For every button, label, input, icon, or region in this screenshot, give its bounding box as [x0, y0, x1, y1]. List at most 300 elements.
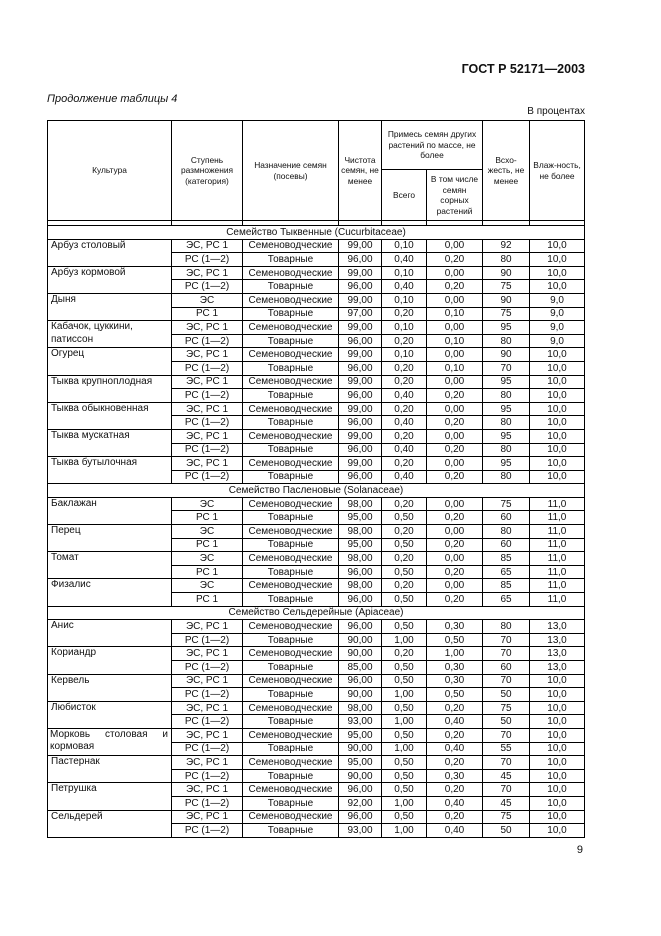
table-row	[48, 375, 585, 389]
col-header-purpose: Назначение семян (посевы)	[243, 121, 339, 221]
cell-admix-weeds: 0,20	[427, 756, 483, 770]
cell-moisture: 10,0	[530, 470, 585, 484]
cell-purpose: Товарные	[243, 280, 339, 294]
cell-stage: ЭС	[172, 497, 243, 511]
cell-admix-total: 0,50	[382, 674, 427, 688]
cell-moisture: 13,0	[530, 620, 585, 634]
cell-stage: РС 1	[172, 565, 243, 579]
cell-purity: 95,00	[339, 728, 382, 742]
cell-germination: 80	[483, 470, 530, 484]
cell-purpose: Семеноводческие	[243, 783, 339, 797]
cell-germination: 50	[483, 824, 530, 838]
cell-purpose: Товарные	[243, 796, 339, 810]
crop-name: Баклажан	[48, 497, 172, 524]
cell-stage: ЭС, РС 1	[172, 402, 243, 416]
units-label: В процентах	[527, 106, 585, 117]
cell-germination: 80	[483, 525, 530, 539]
cell-germination: 80	[483, 620, 530, 634]
cell-germination: 95	[483, 402, 530, 416]
cell-stage: ЭС, РС 1	[172, 266, 243, 280]
cell-moisture: 11,0	[530, 593, 585, 607]
cell-stage: ЭС, РС 1	[172, 348, 243, 362]
cell-purpose: Семеноводческие	[243, 701, 339, 715]
cell-germination: 80	[483, 389, 530, 403]
cell-purpose: Семеноводческие	[243, 497, 339, 511]
cell-admix-total: 0,40	[382, 389, 427, 403]
cell-admix-weeds: 0,20	[427, 701, 483, 715]
cell-germination: 95	[483, 429, 530, 443]
cell-stage: ЭС, РС 1	[172, 647, 243, 661]
cell-stage: РС (1—2)	[172, 769, 243, 783]
cell-moisture: 10,0	[530, 688, 585, 702]
table-row	[48, 552, 585, 566]
cell-admix-total: 1,00	[382, 688, 427, 702]
cell-stage: РС 1	[172, 593, 243, 607]
cell-admix-weeds: 0,10	[427, 334, 483, 348]
cell-stage: РС (1—2)	[172, 824, 243, 838]
cell-purity: 96,00	[339, 443, 382, 457]
cell-purity: 98,00	[339, 497, 382, 511]
cell-stage: ЭС, РС 1	[172, 728, 243, 742]
cell-purity: 98,00	[339, 579, 382, 593]
cell-admix-total: 1,00	[382, 824, 427, 838]
cell-admix-total: 0,50	[382, 661, 427, 675]
col-header-purity: Чистота семян, не менее	[339, 121, 382, 221]
crop-name: Тыква мускатная	[48, 429, 172, 456]
cell-purpose: Семеноводческие	[243, 674, 339, 688]
cell-admix-total: 0,40	[382, 470, 427, 484]
table-row	[48, 321, 585, 335]
cell-stage: ЭС, РС 1	[172, 429, 243, 443]
cell-admix-weeds: 0,00	[427, 239, 483, 253]
cell-moisture: 10,0	[530, 348, 585, 362]
table-row	[48, 239, 585, 253]
cell-moisture: 10,0	[530, 701, 585, 715]
cell-moisture: 9,0	[530, 321, 585, 335]
cell-germination: 75	[483, 701, 530, 715]
cell-purity: 96,00	[339, 389, 382, 403]
cell-admix-weeds: 0,20	[427, 810, 483, 824]
cell-moisture: 10,0	[530, 674, 585, 688]
cell-admix-weeds: 0,20	[427, 253, 483, 267]
cell-moisture: 11,0	[530, 552, 585, 566]
cell-purity: 98,00	[339, 701, 382, 715]
cell-purpose: Товарные	[243, 361, 339, 375]
cell-admix-total: 0,40	[382, 280, 427, 294]
cell-purity: 96,00	[339, 361, 382, 375]
cell-admix-weeds: 0,20	[427, 538, 483, 552]
cell-germination: 90	[483, 266, 530, 280]
cell-germination: 70	[483, 361, 530, 375]
cell-purity: 96,00	[339, 334, 382, 348]
cell-purity: 85,00	[339, 661, 382, 675]
cell-admix-total: 0,50	[382, 783, 427, 797]
cell-purity: 92,00	[339, 796, 382, 810]
crop-name: Кервель	[48, 674, 172, 701]
table-row	[48, 402, 585, 416]
cell-moisture: 10,0	[530, 389, 585, 403]
cell-purpose: Товарные	[243, 416, 339, 430]
cell-admix-weeds: 0,20	[427, 783, 483, 797]
cell-purity: 96,00	[339, 470, 382, 484]
family-row	[48, 606, 585, 620]
cell-admix-weeds: 0,20	[427, 416, 483, 430]
cell-purity: 96,00	[339, 416, 382, 430]
cell-purity: 90,00	[339, 647, 382, 661]
cell-purpose: Семеноводческие	[243, 620, 339, 634]
cell-stage: ЭС	[172, 552, 243, 566]
cell-germination: 95	[483, 321, 530, 335]
cell-germination: 65	[483, 593, 530, 607]
cell-purity: 98,00	[339, 552, 382, 566]
cell-purpose: Товарные	[243, 593, 339, 607]
cell-germination: 75	[483, 280, 530, 294]
cell-moisture: 13,0	[530, 633, 585, 647]
cell-stage: ЭС, РС 1	[172, 620, 243, 634]
cell-admix-weeds: 0,20	[427, 443, 483, 457]
cell-purpose: Товарные	[243, 443, 339, 457]
cell-moisture: 10,0	[530, 810, 585, 824]
col-header-moisture: Влаж-ность, не более	[530, 121, 585, 221]
cell-admix-total: 0,10	[382, 239, 427, 253]
cell-admix-total: 0,10	[382, 293, 427, 307]
cell-admix-weeds: 0,40	[427, 715, 483, 729]
col-header-germination: Всхо-жесть, не менее	[483, 121, 530, 221]
cell-purity: 99,00	[339, 457, 382, 471]
cell-admix-weeds: 0,00	[427, 429, 483, 443]
cell-germination: 90	[483, 348, 530, 362]
cell-admix-total: 0,20	[382, 457, 427, 471]
crop-name: Кориандр	[48, 647, 172, 674]
cell-germination: 80	[483, 443, 530, 457]
crop-name: Дыня	[48, 293, 172, 320]
cell-purity: 97,00	[339, 307, 382, 321]
cell-purpose: Товарные	[243, 633, 339, 647]
cell-admix-weeds: 0,20	[427, 593, 483, 607]
cell-admix-total: 0,10	[382, 266, 427, 280]
cell-purity: 99,00	[339, 429, 382, 443]
cell-moisture: 13,0	[530, 647, 585, 661]
cell-purity: 99,00	[339, 375, 382, 389]
cell-admix-total: 0,40	[382, 443, 427, 457]
cell-stage: РС (1—2)	[172, 688, 243, 702]
cell-stage: РС (1—2)	[172, 470, 243, 484]
crop-name: Тыква обыкновенная	[48, 402, 172, 429]
cell-purpose: Семеноводческие	[243, 810, 339, 824]
cell-germination: 60	[483, 538, 530, 552]
cell-moisture: 10,0	[530, 239, 585, 253]
cell-purpose: Семеноводческие	[243, 647, 339, 661]
cell-admix-weeds: 0,00	[427, 457, 483, 471]
table-row	[48, 429, 585, 443]
cell-stage: ЭС	[172, 525, 243, 539]
cell-moisture: 11,0	[530, 525, 585, 539]
cell-admix-weeds: 0,00	[427, 579, 483, 593]
cell-admix-weeds: 0,00	[427, 402, 483, 416]
cell-admix-total: 0,50	[382, 756, 427, 770]
cell-admix-total: 1,00	[382, 633, 427, 647]
cell-admix-total: 0,20	[382, 334, 427, 348]
cell-admix-weeds: 0,20	[427, 565, 483, 579]
family-title: Семейство Сельдерейные (Apiaceae)	[48, 606, 585, 620]
cell-germination: 90	[483, 293, 530, 307]
cell-admix-total: 0,20	[382, 497, 427, 511]
cell-admix-total: 0,20	[382, 429, 427, 443]
cell-germination: 60	[483, 511, 530, 525]
cell-purity: 98,00	[339, 525, 382, 539]
table-row	[48, 620, 585, 634]
cell-germination: 92	[483, 239, 530, 253]
cell-purity: 96,00	[339, 280, 382, 294]
cell-admix-weeds: 0,50	[427, 688, 483, 702]
cell-admix-total: 0,50	[382, 511, 427, 525]
cell-admix-total: 0,50	[382, 728, 427, 742]
cell-purity: 99,00	[339, 239, 382, 253]
cell-purpose: Семеноводческие	[243, 321, 339, 335]
cell-admix-total: 0,50	[382, 538, 427, 552]
cell-germination: 50	[483, 715, 530, 729]
cell-purpose: Товарные	[243, 307, 339, 321]
cell-germination: 70	[483, 756, 530, 770]
cell-stage: ЭС, РС 1	[172, 674, 243, 688]
family-title: Семейство Пасленовые (Solanaceae)	[48, 484, 585, 498]
cell-germination: 85	[483, 579, 530, 593]
cell-purpose: Семеноводческие	[243, 429, 339, 443]
col-header-stage: Ступень размножения (категория)	[172, 121, 243, 221]
document-number: ГОСТ Р 52171—2003	[461, 62, 585, 76]
cell-admix-weeds: 0,30	[427, 620, 483, 634]
crop-name: Пастернак	[48, 756, 172, 783]
cell-admix-weeds: 0,00	[427, 552, 483, 566]
cell-purpose: Семеноводческие	[243, 402, 339, 416]
cell-admix-weeds: 0,30	[427, 769, 483, 783]
cell-germination: 70	[483, 647, 530, 661]
crop-name: Любисток	[48, 701, 172, 728]
table-body	[48, 226, 585, 838]
seed-quality-table	[47, 120, 585, 838]
cell-moisture: 10,0	[530, 416, 585, 430]
cell-moisture: 9,0	[530, 334, 585, 348]
table-row	[48, 293, 585, 307]
table-row	[48, 457, 585, 471]
cell-moisture: 11,0	[530, 565, 585, 579]
cell-moisture: 11,0	[530, 511, 585, 525]
cell-admix-weeds: 0,00	[427, 497, 483, 511]
cell-purpose: Семеноводческие	[243, 579, 339, 593]
cell-germination: 75	[483, 810, 530, 824]
cell-stage: РС (1—2)	[172, 416, 243, 430]
cell-stage: ЭС, РС 1	[172, 783, 243, 797]
cell-germination: 70	[483, 633, 530, 647]
cell-stage: РС (1—2)	[172, 334, 243, 348]
crop-name: Анис	[48, 620, 172, 647]
cell-purpose: Товарные	[243, 661, 339, 675]
cell-stage: РС 1	[172, 307, 243, 321]
cell-moisture: 10,0	[530, 457, 585, 471]
cell-stage: РС (1—2)	[172, 633, 243, 647]
cell-purpose: Товарные	[243, 334, 339, 348]
page-number: 9	[576, 844, 583, 856]
cell-stage: РС (1—2)	[172, 796, 243, 810]
table-row	[48, 525, 585, 539]
cell-purity: 96,00	[339, 253, 382, 267]
col-header-admixture: Примесь семян других растений по массе, не более	[382, 121, 483, 170]
cell-purpose: Семеноводческие	[243, 525, 339, 539]
cell-stage: РС (1—2)	[172, 742, 243, 756]
cell-moisture: 10,0	[530, 361, 585, 375]
cell-germination: 45	[483, 796, 530, 810]
cell-purpose: Товарные	[243, 538, 339, 552]
cell-admix-weeds: 1,00	[427, 647, 483, 661]
cell-moisture: 10,0	[530, 375, 585, 389]
cell-admix-weeds: 0,50	[427, 633, 483, 647]
cell-purpose: Семеноводческие	[243, 756, 339, 770]
cell-stage: РС 1	[172, 511, 243, 525]
cell-purpose: Товарные	[243, 470, 339, 484]
cell-admix-total: 0,50	[382, 593, 427, 607]
cell-stage: ЭС, РС 1	[172, 457, 243, 471]
cell-purity: 90,00	[339, 633, 382, 647]
col-header-admixture-weeds: В том числе семян сорных растений	[427, 170, 483, 221]
cell-moisture: 9,0	[530, 293, 585, 307]
cell-germination: 80	[483, 416, 530, 430]
cell-germination: 75	[483, 307, 530, 321]
cell-purity: 99,00	[339, 293, 382, 307]
cell-purpose: Семеноводческие	[243, 457, 339, 471]
cell-purpose: Товарные	[243, 565, 339, 579]
cell-germination: 50	[483, 688, 530, 702]
cell-admix-weeds: 0,20	[427, 728, 483, 742]
cell-purity: 95,00	[339, 511, 382, 525]
cell-admix-weeds: 0,30	[427, 661, 483, 675]
family-title: Семейство Тыквенные (Cucurbitaceae)	[48, 226, 585, 240]
cell-admix-total: 0,40	[382, 416, 427, 430]
cell-admix-weeds: 0,00	[427, 348, 483, 362]
cell-purity: 95,00	[339, 538, 382, 552]
cell-moisture: 10,0	[530, 443, 585, 457]
crop-name: Кабачок, цуккини, патиссон	[48, 321, 172, 348]
crop-name: Физалис	[48, 579, 172, 606]
cell-admix-total: 0,20	[382, 525, 427, 539]
cell-stage: ЭС, РС 1	[172, 375, 243, 389]
crop-name: Огурец	[48, 348, 172, 375]
cell-purpose: Товарные	[243, 742, 339, 756]
table-row	[48, 783, 585, 797]
cell-moisture: 9,0	[530, 307, 585, 321]
cell-admix-weeds: 0,00	[427, 321, 483, 335]
cell-germination: 70	[483, 674, 530, 688]
col-header-crop: Культура	[48, 121, 172, 221]
cell-admix-total: 0,50	[382, 620, 427, 634]
cell-admix-total: 1,00	[382, 715, 427, 729]
cell-stage: ЭС, РС 1	[172, 239, 243, 253]
cell-moisture: 10,0	[530, 429, 585, 443]
cell-admix-total: 0,10	[382, 348, 427, 362]
crop-name: Петрушка	[48, 783, 172, 810]
crop-name: Сельдерей	[48, 810, 172, 837]
crop-name: Томат	[48, 552, 172, 579]
cell-admix-weeds: 0,40	[427, 796, 483, 810]
cell-purity: 90,00	[339, 769, 382, 783]
cell-admix-weeds: 0,00	[427, 266, 483, 280]
cell-moisture: 13,0	[530, 661, 585, 675]
cell-germination: 45	[483, 769, 530, 783]
cell-purpose: Семеноводческие	[243, 239, 339, 253]
crop-name: Арбуз столовый	[48, 239, 172, 266]
cell-purity: 93,00	[339, 824, 382, 838]
cell-moisture: 10,0	[530, 742, 585, 756]
cell-moisture: 11,0	[530, 579, 585, 593]
cell-admix-total: 0,50	[382, 701, 427, 715]
family-row	[48, 484, 585, 498]
cell-admix-weeds: 0,20	[427, 280, 483, 294]
cell-purpose: Товарные	[243, 253, 339, 267]
cell-germination: 70	[483, 728, 530, 742]
cell-purpose: Товарные	[243, 389, 339, 403]
cell-stage: ЭС, РС 1	[172, 701, 243, 715]
table-row	[48, 647, 585, 661]
crop-name: Тыква бутылочная	[48, 457, 172, 484]
cell-admix-weeds: 0,20	[427, 511, 483, 525]
cell-stage: ЭС, РС 1	[172, 810, 243, 824]
cell-purpose: Товарные	[243, 688, 339, 702]
cell-moisture: 10,0	[530, 280, 585, 294]
cell-purity: 96,00	[339, 593, 382, 607]
cell-purity: 90,00	[339, 688, 382, 702]
cell-germination: 60	[483, 661, 530, 675]
cell-admix-weeds: 0,10	[427, 307, 483, 321]
cell-moisture: 10,0	[530, 824, 585, 838]
cell-stage: ЭС, РС 1	[172, 321, 243, 335]
cell-admix-total: 0,20	[382, 579, 427, 593]
cell-admix-weeds: 0,00	[427, 525, 483, 539]
cell-admix-weeds: 0,00	[427, 293, 483, 307]
cell-purpose: Семеноводческие	[243, 293, 339, 307]
cell-moisture: 10,0	[530, 402, 585, 416]
cell-stage: РС (1—2)	[172, 443, 243, 457]
cell-stage: РС (1—2)	[172, 280, 243, 294]
cell-germination: 95	[483, 457, 530, 471]
cell-admix-total: 0,50	[382, 810, 427, 824]
cell-admix-total: 0,20	[382, 361, 427, 375]
cell-admix-total: 0,10	[382, 321, 427, 335]
cell-purity: 96,00	[339, 783, 382, 797]
cell-admix-total: 0,50	[382, 769, 427, 783]
cell-purpose: Товарные	[243, 511, 339, 525]
cell-admix-weeds: 0,40	[427, 824, 483, 838]
cell-germination: 55	[483, 742, 530, 756]
cell-purity: 99,00	[339, 321, 382, 335]
cell-admix-weeds: 0,20	[427, 389, 483, 403]
cell-purity: 96,00	[339, 674, 382, 688]
cell-moisture: 10,0	[530, 783, 585, 797]
cell-admix-total: 0,20	[382, 375, 427, 389]
cell-stage: РС 1	[172, 538, 243, 552]
cell-stage: РС (1—2)	[172, 361, 243, 375]
crop-name: Морковь столовая и кормовая	[48, 728, 172, 755]
cell-purity: 99,00	[339, 266, 382, 280]
cell-purpose: Семеноводческие	[243, 375, 339, 389]
cell-moisture: 11,0	[530, 538, 585, 552]
cell-purity: 93,00	[339, 715, 382, 729]
crop-name: Перец	[48, 525, 172, 552]
cell-purpose: Товарные	[243, 769, 339, 783]
cell-germination: 65	[483, 565, 530, 579]
table-row	[48, 756, 585, 770]
cell-admix-weeds: 0,30	[427, 674, 483, 688]
table-row	[48, 701, 585, 715]
cell-purpose: Семеноводческие	[243, 552, 339, 566]
